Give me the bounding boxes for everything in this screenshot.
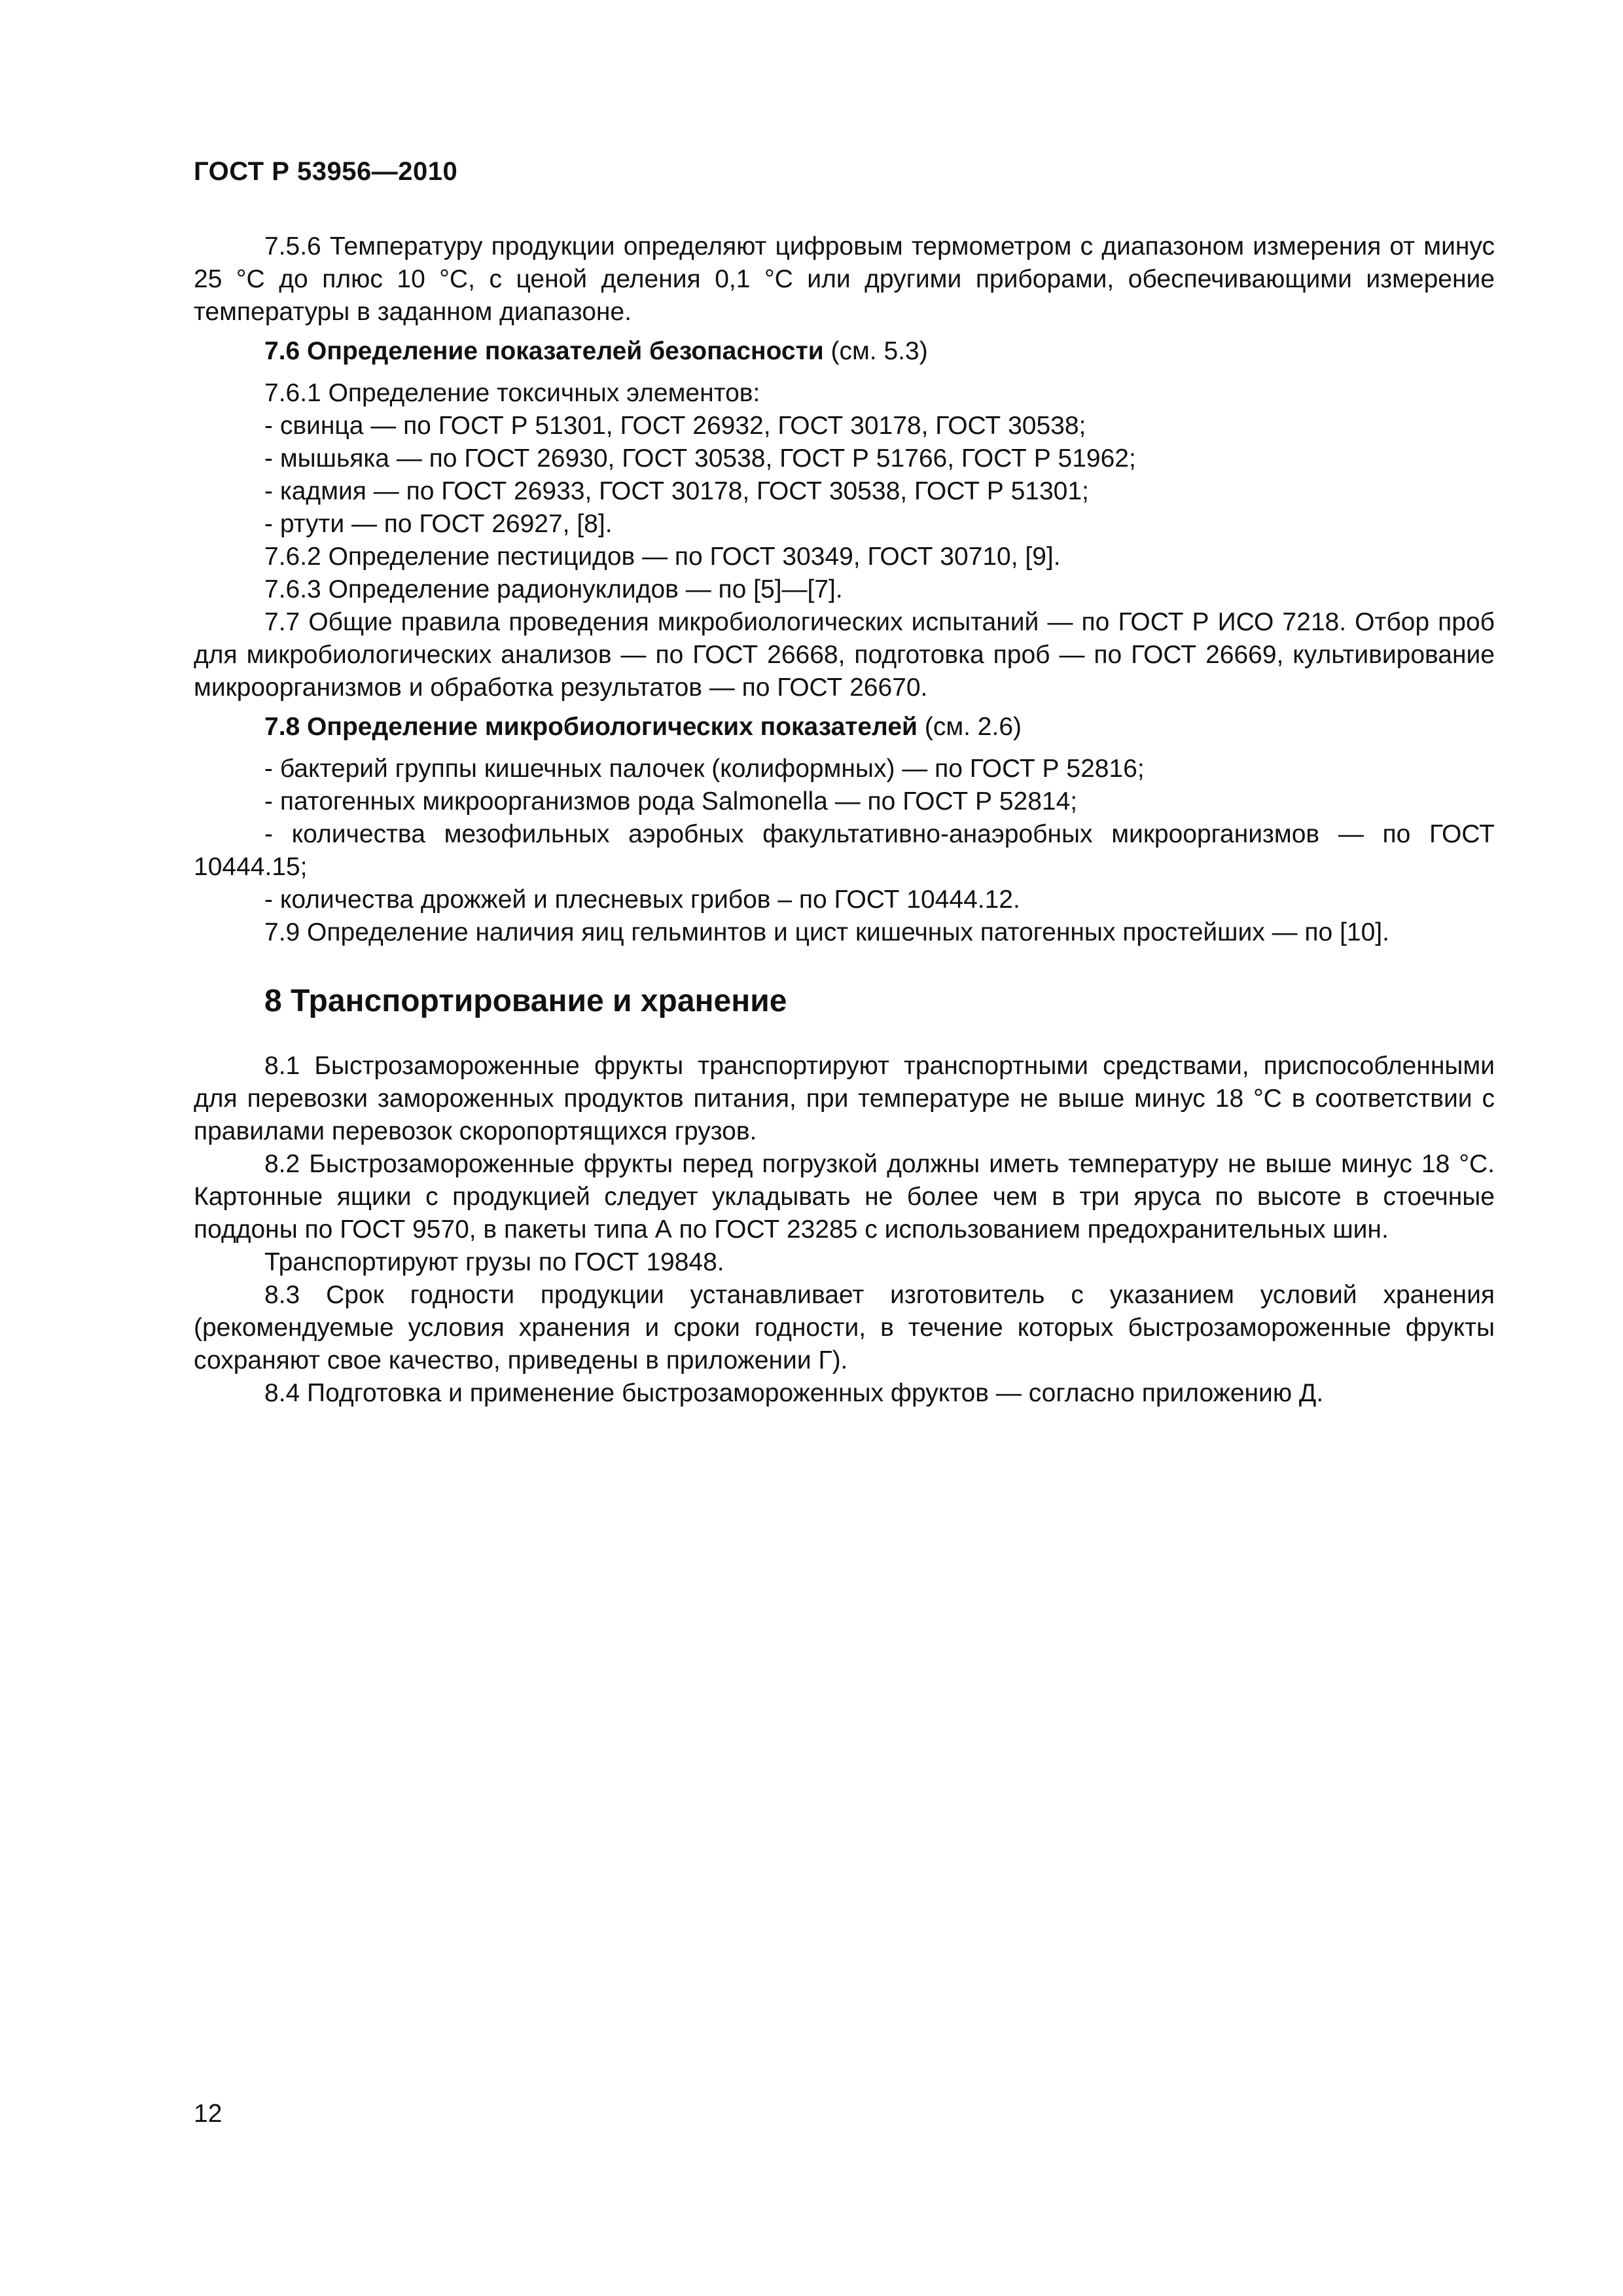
subheading-7-8-title: 7.8 Определение микробиологических показателей: [264, 713, 918, 741]
list-item-lead: - свинца — по ГОСТ Р 51301, ГОСТ 26932, ГОСТ 30178, ГОСТ 30538;: [264, 412, 1086, 440]
paragraph-8-1: 8.1 Быстрозамороженные фрукты транспортируют транспортными средствами, приспособленными для перевозки замороженных продуктов питания, при температуре не выше минус 18 °С в соответствии с правилами перевозок скоропортящихся грузов.: [194, 1052, 1495, 1145]
subheading-7-6-title: 7.6 Определение показателей безопасности: [264, 337, 824, 365]
paragraph-7-6-2: 7.6.2 Определение пестицидов — по ГОСТ 30349, ГОСТ 30710, [9].: [264, 543, 1061, 571]
paragraph-7-9: 7.9 Определение наличия яиц гельминтов и цист кишечных патогенных простейших — по [10].: [264, 918, 1389, 946]
document-code-header: ГОСТ Р 53956—2010: [194, 157, 458, 186]
list-item-mercury: - ртути — по ГОСТ 26927, [8].: [264, 510, 613, 538]
section-8-title: 8 Транспортирование и хранение: [264, 984, 787, 1018]
subheading-7-6-reference: (см. 5.3): [823, 337, 928, 365]
list-item-cadmium: - кадмия — по ГОСТ 26933, ГОСТ 30178, ГОСТ 30538, ГОСТ Р 51301;: [264, 477, 1089, 505]
paragraph-transport: Транспортируют грузы по ГОСТ 19848.: [264, 1248, 724, 1276]
list-item-mesophilic: - количества мезофильных аэробных факультативно-анаэробных микроорганизмов — по ГОСТ 10444.15;: [194, 820, 1495, 881]
list-item-coliform: - бактерий группы кишечных палочек (колиформных) — по ГОСТ Р 52816;: [264, 755, 1145, 783]
list-item-arsenic: - мышьяка — по ГОСТ 26930, ГОСТ 30538, ГОСТ Р 51766, ГОСТ Р 51962;: [264, 444, 1136, 473]
paragraph-7-5-6: 7.5.6 Температуру продукции определяют цифровым термометром с диапазоном измерения от минус 25 °С до плюс 10 °С, с ценой деления 0,1 °С или другими приборами, обеспечивающими измерение температуры в заданном диапазоне.: [194, 232, 1495, 326]
document-body: [194, 230, 1495, 1410]
page-number: 12: [194, 2100, 223, 2128]
list-item-yeast: - количества дрожжей и плесневых грибов – по ГОСТ 10444.12.: [264, 886, 1020, 914]
paragraph-7-6-3: 7.6.3 Определение радионуклидов — по [5]—[7].: [264, 575, 843, 603]
subheading-7-8-reference: (см. 2.6): [918, 713, 1022, 741]
paragraph-7-6-1: 7.6.1 Определение токсичных элементов:: [264, 379, 760, 407]
paragraph-8-2: 8.2 Быстрозамороженные фрукты перед погрузкой должны иметь температуру не выше минус 18 °С. Картонные ящики с продукцией следует укладывать не более чем в три яруса по высоте в стоечные поддоны по ГОСТ 9570, в пакеты типа А по ГОСТ 23285 с использованием предохранительных шин.: [194, 1150, 1495, 1244]
subheading-7-8: [194, 711, 1495, 744]
paragraph-7-7: 7.7 Общие правила проведения микробиологических испытаний — по ГОСТ Р ИСО 7218. Отбор проб для микробиологических анализов — по ГОСТ 26668, подготовка проб — по ГОСТ 26669, культивирование микроорганизмов и обработка результатов — по ГОСТ 26670.: [194, 608, 1495, 702]
paragraph-8-4: 8.4 Подготовка и применение быстрозамороженных фруктов — согласно приложению Д.: [264, 1379, 1324, 1407]
list-item-salmonella: - патогенных микроорганизмов рода Salmonella — по ГОСТ Р 52814;: [264, 787, 1078, 816]
subheading-7-6: [194, 335, 1495, 368]
paragraph-8-3: 8.3 Срок годности продукции устанавливает изготовитель с указанием условий хранения (рекомендуемые условия хранения и сроки годности, в течение которых быстрозамороженные фрукты сохраняют свое качество, приведены в приложении Г).: [194, 1281, 1495, 1374]
